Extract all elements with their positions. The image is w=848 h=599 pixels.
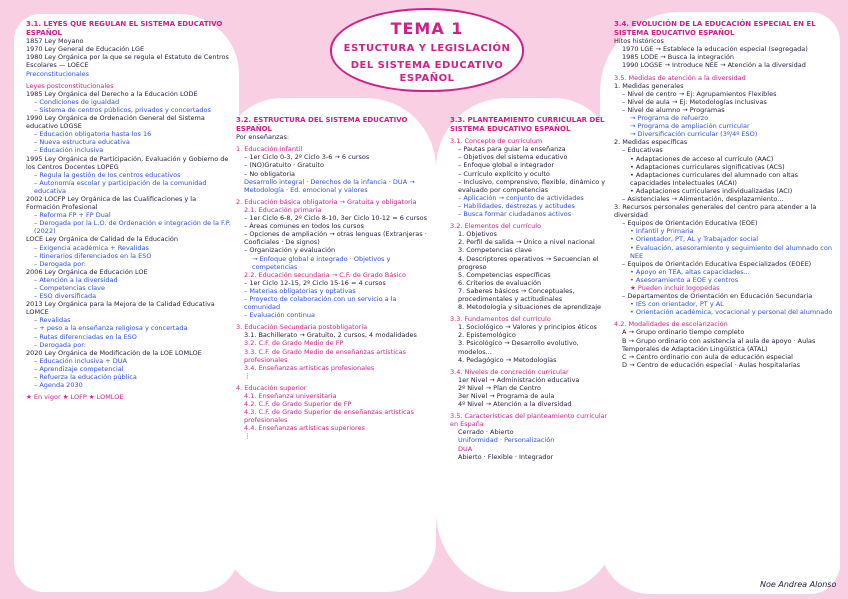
note-line: 1990 LOGSE → Introduce NEE → Atención a la diversidad — [622, 61, 806, 70]
note-line: – Nueva estructura educativa — [34, 138, 130, 147]
note-line: 3.1. Concepto de currículum — [450, 137, 543, 146]
structure-list — [236, 133, 428, 440]
note-line: • Infantil y Primaria — [630, 227, 694, 236]
note-line: – Habilidades, destrezas y actitudes — [458, 201, 575, 210]
note-line: – No obligatoria — [244, 169, 296, 178]
note-line: 3.3. Fundamentos del currículo — [450, 315, 551, 324]
note-line: A → Grupo ordinario tiempo completo — [622, 328, 745, 337]
note-line: – Agenda 2030 — [34, 381, 83, 390]
curriculum-list — [450, 137, 608, 461]
note-line: • Adaptaciones curriculares del alumnado con altas capacidades Intelectuales (ACAI) — [630, 170, 799, 187]
note-line: Hitos históricos — [614, 37, 664, 46]
note-line: – Derogada por: — [34, 259, 86, 268]
note-line: – (NO)Gratuito · Gratuito — [244, 161, 324, 170]
note-line: – Competencias clave — [34, 284, 105, 292]
note-line: • Apoyo en TEA, altas capacidades... — [630, 267, 750, 276]
note-line: – Refuerza la educación pública — [34, 373, 137, 382]
note-line: – Asistenciales → Alimentación, desplazamiento... — [622, 194, 784, 203]
note-line: – Aplicación → conjunto de actividades — [458, 193, 584, 202]
note-line: 1995 Ley Orgánica de Participación, Evaluación y Gobierno de los Centros Docentes LOPEG — [26, 154, 229, 171]
note-line: 5. Competencias específicas — [458, 270, 551, 279]
note-line: LOCE Ley Orgánica de Calidad de la Educación — [26, 235, 179, 244]
note-line: – Revalidas — [34, 316, 71, 325]
note-line: 1. Medidas generales — [614, 81, 684, 90]
note-line: Leyes postconstitucionales — [26, 81, 114, 90]
column-curriculum — [450, 116, 608, 461]
note-line: 4.2. Modalidades de escolarización — [614, 320, 728, 329]
note-line: 2013 Ley Orgánica para la Mejora de la Calidad Educativa LOMCE — [26, 300, 215, 317]
note-line: ★ Pueden incluir logopedas — [630, 284, 720, 292]
note-line: – Reforma FP + FP Dual — [34, 211, 111, 220]
note-line: – Nivel de aula → Ej: Metodologías inclusivas — [622, 97, 767, 106]
note-line: – Aprendizaje competencial — [34, 364, 124, 373]
column-structure — [236, 116, 428, 441]
note-line: 4º Nivel → Atención a la diversidad — [458, 400, 572, 409]
note-line: – Inclusivo, comprensivo, flexible, dinámico y evaluado por competencias — [458, 177, 606, 194]
note-line: 3.1. Bachillerato → Gratuito, 2 cursos, 4 modalidades — [244, 331, 417, 340]
note-line: 2020 Ley Orgánica de Modificación de la LOE LOMLOE — [26, 348, 202, 357]
note-line: – Educación inclusiva + DUA — [34, 356, 128, 365]
author-signature: Noe Andrea Alonso — [760, 580, 837, 589]
note-line: • Adaptaciones curriculares significativas (ACS) — [630, 162, 785, 171]
note-line: 1970 Ley General de Educación LGE — [26, 45, 145, 54]
note-line: 1. Objetivos — [458, 230, 497, 239]
note-line: – ESO diversificada — [34, 292, 97, 301]
special-education-list — [614, 37, 836, 369]
note-line: 3er Nivel → Programa de aula — [458, 392, 555, 400]
note-line: – Autonomía escolar y participación de la comunidad educativa — [34, 178, 207, 195]
note-line: – Currículo explícito y oculto — [458, 169, 550, 178]
page-title — [330, 8, 524, 92]
note-line: – Opciones de ampliación → otras lenguas (Extranjeras · Cooficiales · De signos) — [244, 230, 427, 247]
note-line: – Busca formar ciudadanos activos — [458, 210, 572, 219]
note-line: Desarrollo integral · Derechos de la infancia · DUA → Metodología · Ed. emocional y valores — [244, 177, 415, 194]
note-line: 3. Educación Secundaria postobligatoria — [236, 323, 368, 332]
note-line: – Nivel de centro → Ej: Agrupamientos Flexibles — [622, 89, 777, 98]
note-line: 3.5. Medidas de atención a la diversidad — [614, 73, 746, 82]
note-line: – Equipos de Orientación Educativa Especializados (EOEE) — [622, 259, 812, 268]
title-line1: TEMA 1 — [390, 19, 464, 38]
note-line: – Objetivos del sistema educativo — [458, 153, 568, 162]
laws-list — [26, 37, 231, 401]
note-line: – Exigencia académica + Revalidas — [34, 243, 149, 252]
note-line: 1985 LODE → Busca la integración — [622, 53, 734, 62]
note-line: 3.4. Niveles de concreción curricular — [450, 367, 569, 376]
note-line: Cerrado · Abierto — [458, 428, 514, 437]
note-line: – Regula la gestión de los centros educativos — [34, 170, 181, 179]
note-line: 3.4. Enseñanzas artísticas profesionales — [244, 363, 375, 372]
note-line: 6. Criterios de evaluación — [458, 278, 542, 287]
note-line: D → Centro de educación especial · Aulas hospitalarias — [622, 360, 801, 369]
note-line: – Derogada por la L.O. de Ordenación e integración de la F.P. (2022) — [34, 219, 231, 236]
note-line: – 1er Ciclo 12-15, 2º Ciclo 15-16 = 4 cursos — [244, 278, 386, 287]
note-line: – Educación inclusiva — [34, 146, 104, 155]
note-line: – + peso a la enseñanza religiosa y concertada — [34, 324, 188, 333]
note-line: – Evaluación continua — [244, 311, 315, 320]
note-line: – Atención a la diversidad — [34, 275, 118, 284]
note-line: B → Grupo ordinario con asistencia al aula de apoyo · Aulas Temporales de Adaptación Lingüística (ATAL) — [622, 336, 816, 353]
note-line: Uniformidad · Personalización — [458, 436, 555, 445]
note-line: – Organización y evaluación — [244, 246, 336, 255]
note-line: C → Centro ordinario con aula de educación especial — [622, 352, 793, 361]
note-line: – Rutas diferenciadas en la ESO — [34, 332, 137, 341]
note-line: 4.4. Enseñanzas artísticas superiores — [244, 424, 365, 433]
note-line: – Departamentos de Orientación en Educación Secundaria — [622, 292, 813, 301]
note-line: – 1er Ciclo 6-8, 2º Ciclo 8-10, 3er Ciclo 10-12 = 6 cursos — [244, 214, 428, 223]
note-line: – Educación obligatoria hasta los 16 — [34, 130, 152, 139]
note-line: 3. Competencias clave — [458, 246, 532, 255]
note-line: 3. Psicológico → Desarrollo evolutivo, modelos... — [458, 339, 579, 356]
note-line: • Adaptaciones curriculares individualizadas (ACI) — [630, 186, 793, 195]
note-line: – Áreas comunes en todos los cursos — [244, 222, 364, 231]
note-line: 4.3. C.F. de Grado Superior de enseñanzas artísticas profesionales — [244, 408, 414, 425]
note-line: 8. Metodología y situaciones de aprendizaje — [458, 303, 602, 312]
title-line2: ESTUCTURA Y LEGISLACIÓN — [343, 43, 511, 54]
note-line: 2. Medidas específicas — [614, 138, 688, 147]
note-line: • Adaptaciones de acceso al currículo (AAC) — [630, 154, 774, 163]
note-line: – Condiciones de igualdad — [34, 97, 120, 106]
note-line: • Asesoramiento a EOE y centros — [630, 275, 739, 284]
note-line: 3.2. C.F. de Grado Medio de FP — [244, 339, 344, 348]
note-line: ⋮ — [244, 371, 251, 380]
title-line3: DEL SISTEMA EDUCATIVO ESPAÑOL — [350, 60, 504, 84]
note-line: 1990 Ley Orgánica de Ordenación General del Sistema educativo LOGSE — [26, 114, 205, 131]
note-line: – Itinerarios diferenciados en la ESO — [34, 251, 152, 260]
note-line: – Nivel de alumno → Programas — [622, 105, 725, 114]
note-line: – Educativas — [622, 146, 663, 155]
note-line: 2.1. Educación primaria — [244, 205, 322, 214]
note-line: 1857 Ley Moyano — [26, 37, 84, 46]
note-line: – Derogada por: — [34, 340, 86, 349]
note-line: 1. Sociológico → Valores y principios éticos — [458, 323, 597, 332]
note-line: 1970 LGE → Establece la educación especial (segregada) — [622, 45, 808, 54]
column-laws — [26, 20, 231, 401]
note-line: • Orientación académica, vocacional y personal del alumnado — [630, 308, 833, 317]
note-line: 4. Pedagógico → Metodologías — [458, 355, 557, 364]
note-line: 3. Recursos personales generales del centro para atender a la diversidad — [614, 203, 817, 220]
note-line: 4.2. C.F. de Grado Superior de FP — [244, 400, 352, 409]
note-line: Por enseñanzas: — [236, 133, 290, 142]
note-line: 2006 Ley Orgánica de Educación LOE — [26, 267, 148, 276]
note-line: 2º Nivel → Plan de Centro — [458, 383, 541, 392]
note-line: ⋮ — [244, 432, 251, 441]
note-line: 4. Descriptores operativos → Secuencian el progreso — [458, 254, 599, 271]
note-line: • Orientador, PT, AL y Trabajador social — [630, 235, 759, 244]
section-heading: 3.4. EVOLUCIÓN DE LA EDUCACIÓN ESPECIAL EN EL SISTEMA EDUCATIVO ESPAÑOL — [614, 20, 816, 37]
note-line: – Proyecto de colaboración con un servicio a la comunidad — [244, 294, 397, 312]
note-line: • IES con orientador, PT y AL — [630, 300, 724, 309]
section-heading: 3.2. ESTRUCTURA DEL SISTEMA EDUCATIVO ESPAÑOL — [236, 116, 408, 133]
note-line: Abierto · Flexible · Integrador — [458, 452, 554, 461]
note-line: 4.1. Enseñanza universitaria — [244, 392, 337, 400]
note-line: 7. Saberes básicos → Conceptuales, procedimentales y actitudinales — [458, 286, 575, 303]
note-line: → Programa de ampliación curricular — [630, 122, 750, 131]
note-line: 2. Educación básica obligatoria → Gratuita y obligatoria — [236, 197, 417, 206]
note-line: 3.5. Características del planteamiento curricular en España — [450, 412, 608, 429]
column-special-education — [614, 20, 836, 369]
note-line: Preconstitucionales — [26, 69, 90, 78]
note-line: 3.2. Elementos del currículo — [450, 222, 542, 231]
note-line: → Programa de refuerzo — [630, 114, 709, 123]
note-line: ★ En vigor ★ LOFP ★ LOMLOE — [26, 393, 124, 402]
note-line: 2. Epistemológico — [458, 331, 516, 340]
note-line: 1. Educación infantil — [236, 145, 303, 154]
note-line: 1985 Ley Orgánica del Derecho a la Educación LODE — [26, 89, 198, 98]
note-line: – Sistema de centros públicos, privados y concertados — [34, 105, 211, 114]
note-line: – Equipos de Orientación Educativa (EOE) — [622, 219, 758, 228]
section-heading: 3.3. PLANTEAMIENTO CURRICULAR DEL SISTEMA EDUCATIVO ESPAÑOL — [450, 116, 605, 133]
note-line: → Enfoque global e integrado · Objetivos y competencias — [252, 254, 391, 271]
note-line: – Enfoque global e integrador — [458, 161, 555, 170]
note-line: 2002 LOCFP Ley Orgánica de las Cualificaciones y la Formación Profesional — [26, 194, 197, 212]
note-line: 4. Educación superior — [236, 383, 307, 392]
note-line: – Materias obligatorias y optativas — [244, 286, 356, 295]
note-line: 1980 Ley Orgánica por la que se regula el Estatuto de Centros Escolares — LOECE — [26, 53, 229, 70]
note-line: DUA — [458, 444, 473, 453]
note-line: – Pautas para guiar la enseñanza — [458, 145, 566, 154]
note-line: 2.2. Educación secundaria → C.F. de Grado Básico — [244, 270, 406, 279]
note-line: – 1er Ciclo 0-3, 2º Ciclo 3-6 → 6 cursos — [244, 153, 370, 162]
note-line: 1er Nivel → Administración educativa — [458, 375, 580, 384]
note-line: 2. Perfil de salida → Único a nivel nacional — [458, 238, 595, 247]
note-line: → Diversificación curricular (3º/4º ESO) — [630, 130, 758, 139]
note-line: 3.3. C.F. de Grado Medio de enseñanzas artísticas profesionales — [244, 347, 406, 364]
note-line: • Evaluación, asesoramiento y seguimiento del alumnado con NEE — [630, 243, 832, 260]
section-heading: 3.1. LEYES QUE REGULAN EL SISTEMA EDUCATIVO ESPAÑOL — [26, 20, 223, 37]
